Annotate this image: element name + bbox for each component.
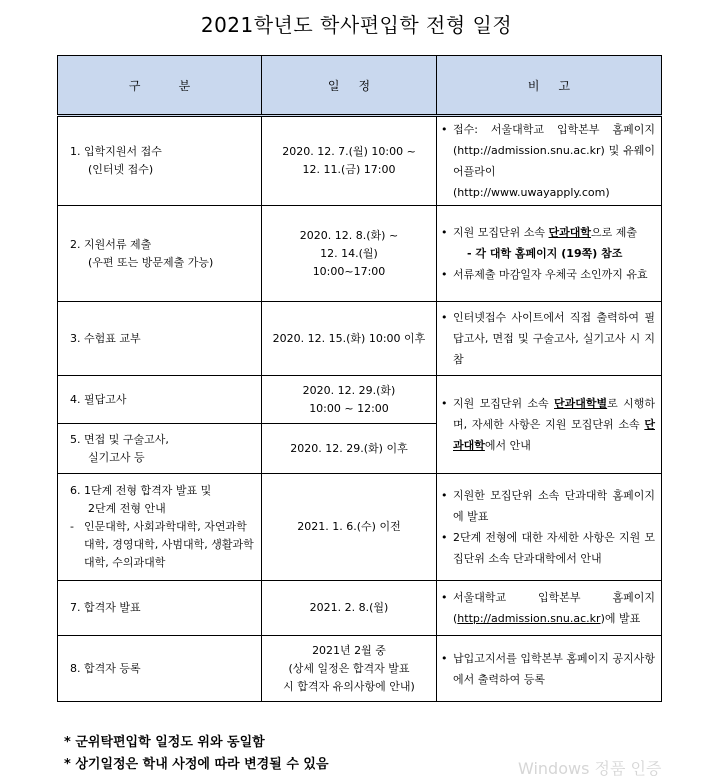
item-label: 1. 입학지원서 접수 xyxy=(70,145,162,158)
date-line: 시 합격자 유의사항에 안내) xyxy=(283,679,415,693)
note-text: 접수: 서울대학교 입학본부 홈페이지 (http://admission.snu.ac.kr) 및 유웨이어플라이 (http://www.uwayapply.com) xyxy=(453,123,655,199)
bullet-icon: • xyxy=(441,531,448,544)
note-text: 에서 안내 xyxy=(484,439,531,452)
date-cell xyxy=(262,302,437,376)
date-line: 2021년 2월 중 xyxy=(312,643,386,657)
note-text: 으로 제출 xyxy=(591,226,638,239)
footnote-1: * 군위탁편입학 일정도 위와 동일함 xyxy=(64,735,265,750)
note-text: )에 발표 xyxy=(600,612,641,625)
note-cell xyxy=(437,581,662,636)
item-cell xyxy=(58,424,262,474)
item-label: 2. 지원서류 제출 xyxy=(70,237,152,251)
item-cell xyxy=(58,474,262,581)
table-row xyxy=(58,116,662,206)
admission-link[interactable]: http://admission.snu.ac.kr xyxy=(457,612,601,625)
note-text: 납입고지서를 입학본부 홈페이지 공지사항에서 출력하여 등록 xyxy=(453,651,655,686)
table-row xyxy=(58,474,662,581)
item-cell xyxy=(58,636,262,702)
item-sub: (인터넷 접수) xyxy=(88,163,154,176)
date-line: 10:00 ~ 12:00 xyxy=(309,401,389,415)
date-line: 2020. 12. 8.(화) ~ xyxy=(299,228,399,242)
date-line: 2020. 12. 29.(화) 이후 xyxy=(290,441,408,455)
note-cell xyxy=(437,116,662,206)
date-cell xyxy=(262,581,437,636)
header-schedule: 일 정 xyxy=(262,56,437,116)
item-sub: 2단계 전형 안내 xyxy=(88,502,166,515)
note-cell xyxy=(437,302,662,376)
date-line: 2020. 12. 7.(월) 10:00 ~ xyxy=(282,145,416,158)
item-label: 5. 면접 및 구술고사, xyxy=(70,432,169,446)
item-cell xyxy=(58,116,262,206)
item-label: 3. 수험표 교부 xyxy=(70,331,141,345)
item-cell xyxy=(58,206,262,302)
date-line: 2020. 12. 15.(화) 10:00 이후 xyxy=(272,331,426,345)
header-category: 구 분 xyxy=(58,56,262,116)
college-list: 인문대학, 사회과학대학, 자연과학대학, 경영대학, 사범대학, 생활과학대학, 수의과대학 xyxy=(84,520,254,569)
note-emphasis: 단과대학 xyxy=(453,418,655,452)
date-line: 12. 11.(금) 17:00 xyxy=(302,163,396,176)
note-text: 2단계 전형에 대한 자세한 사항은 지원 모집단위 소속 단과대학에서 안내 xyxy=(453,531,655,565)
activation-watermark: Windows 정품 인증 xyxy=(518,759,662,778)
schedule-table xyxy=(57,55,662,702)
note-cell xyxy=(437,206,662,302)
dash-icon: - xyxy=(70,520,74,533)
date-line: 2021. 1. 6.(수) 이전 xyxy=(297,520,401,533)
note-text: 서울대학교 입학본부 홈페이지 ( xyxy=(453,591,655,625)
item-label: 7. 합격자 발표 xyxy=(70,601,141,614)
note-cell xyxy=(437,474,662,581)
item-label: 8. 합격자 등록 xyxy=(70,661,141,675)
date-line: 2020. 12. 29.(화) xyxy=(302,383,396,397)
note-text: 인터넷접수 사이트에서 직접 출력하여 필답고사, 면접 및 구술고사, 실기고사 시 지참 xyxy=(453,311,655,366)
table-header-row xyxy=(58,56,662,116)
date-line: (상세 일정은 합격자 발표 xyxy=(288,661,410,675)
date-line: 2021. 2. 8.(월) xyxy=(309,601,389,614)
note-text: 지원 모집단위 소속 xyxy=(453,397,555,410)
item-sub: 실기고사 등 xyxy=(88,450,145,464)
table-row xyxy=(58,302,662,376)
item-label: 4. 필답고사 xyxy=(70,392,127,406)
note-text: 서류제출 마감일자 우체국 소인까지 유효 xyxy=(453,268,648,281)
date-cell xyxy=(262,206,437,302)
note-emphasis: 단과대학 xyxy=(548,226,592,239)
bullet-icon: • xyxy=(441,651,448,665)
date-cell xyxy=(262,636,437,702)
bullet-icon: • xyxy=(441,591,448,604)
table-row xyxy=(58,376,662,424)
date-line: 12. 14.(월) xyxy=(320,246,378,260)
note-text: 지원 모집단위 소속 xyxy=(453,226,549,239)
date-cell xyxy=(262,424,437,474)
item-cell xyxy=(58,376,262,424)
item-label: 6. 1단계 전형 합격자 발표 및 xyxy=(70,484,212,497)
item-sub: (우편 또는 방문제출 가능) xyxy=(88,255,214,269)
table-row xyxy=(58,581,662,636)
note-emphasis: 단과대학별 xyxy=(554,397,608,410)
note-cell xyxy=(437,636,662,702)
bullet-icon: • xyxy=(441,268,448,281)
footnote-2: * 상기일정은 학내 사정에 따라 변경될 수 있음 xyxy=(64,757,329,772)
header-remarks: 비 고 xyxy=(437,56,662,116)
bullet-icon: • xyxy=(441,311,448,324)
bullet-icon: • xyxy=(441,489,448,502)
note-text: 로 시행하며, 자세한 사항은 지원 모집단위 소속 xyxy=(453,397,655,431)
page-title: 2021학년도 학사편입학 전형 일정 xyxy=(200,13,513,37)
date-line: 10:00~17:00 xyxy=(312,264,386,278)
table-row xyxy=(58,636,662,702)
bullet-icon: • xyxy=(441,123,448,136)
item-cell xyxy=(58,581,262,636)
bullet-icon: • xyxy=(441,397,448,410)
note-cell xyxy=(437,376,662,474)
date-cell xyxy=(262,116,437,206)
table-row xyxy=(58,206,662,302)
date-cell xyxy=(262,474,437,581)
bullet-icon: • xyxy=(441,226,448,239)
date-cell xyxy=(262,376,437,424)
note-text: 지원한 모집단위 소속 단과대학 홈페이지에 발표 xyxy=(453,489,655,523)
item-cell xyxy=(58,302,262,376)
note-reference: - 각 대학 홈페이지 (19쪽) 참조 xyxy=(467,247,623,260)
